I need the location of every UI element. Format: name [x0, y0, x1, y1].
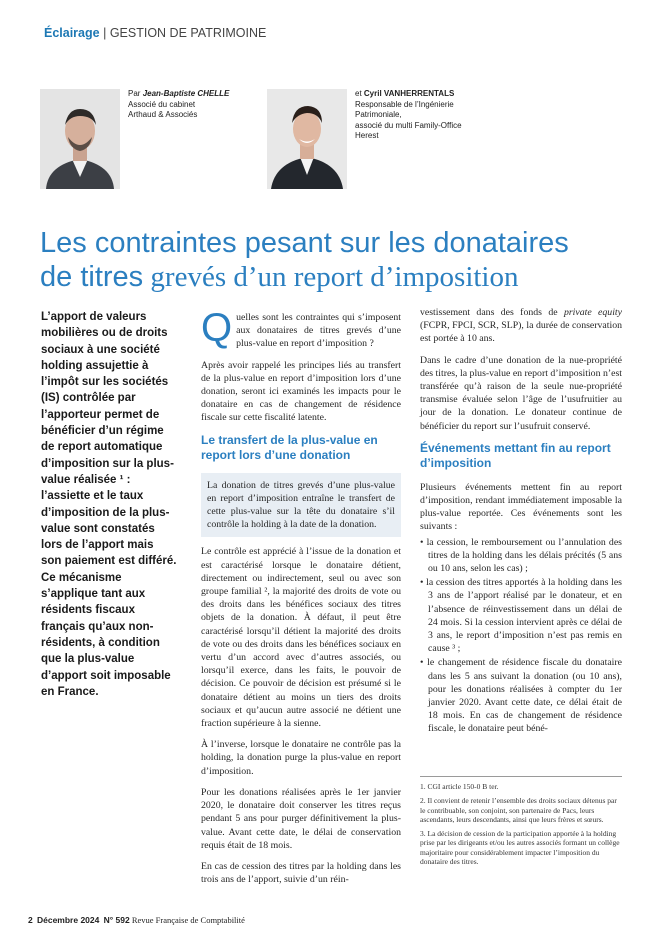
author-name: Cyril VANHERRENTALS [363, 89, 455, 98]
text-run: vestissement dans des fonds de [420, 307, 564, 318]
article-lead [41, 309, 177, 700]
body-paragraph: Dans le cadre d’une donation de la nue-propriété des titres, la plus-value en report d’imposition n’est transférée qu’à raison de la seule nue-propriété transmise évaluée selon l’âge de l’usufruitier au jour de la donation. Le donateur continue de bénéficier du report sur l’usufruit conservé. [420, 354, 622, 432]
title-line-2-part-b: grevés d’un report d’imposition [143, 261, 519, 293]
footnote: 1. CGI article 150-0 B ter. [420, 782, 499, 791]
author-info-vanherrentals [355, 89, 495, 142]
author-photo-vanherrentals [267, 89, 347, 189]
footnote-divider [420, 776, 622, 777]
rubric-section: GESTION DE PATRIMOINE [109, 26, 267, 40]
author-info-chelle [128, 89, 248, 121]
lead-paragraph: L’apport de valeurs mobilières ou de droits sociaux à une société holding assujettie à l’impôt sur les sociétés (IS) contrôlée par l’apporteur permet de bénéficier d’un régime de report automatique d’imposition sur la plus-value réalisée ¹ : l’assiette et le taux d’imposition de la plus-value sont constatés lors de l’apport mais son paiement est différé. [41, 311, 177, 568]
author-org: Arthaud & Associés [128, 110, 198, 120]
footnote: 2. Il convient de retenir l’ensemble des droits sociaux détenus par le contribuable, son conjoint, son partenaire de Pacs, leurs ascendants, leurs descendants, ainsi que leurs frères et sœurs. [420, 796, 617, 824]
author-role: Associé du cabinet [128, 99, 196, 109]
section-heading: Le transfert de la plus-value en report lors d’une donation [201, 432, 378, 462]
author-role-line: Responsable de l’Ingénierie [355, 99, 454, 109]
page-footer [28, 915, 245, 925]
list-item: • le changement de résidence fiscale du donataire dans les 5 ans suivant la donation (ou 10 ans), pour les donations réalisées à compter du 1er janvier 2020. Avant cette date, ce délai était de 18 mois. En cas de changement de résidence fiscale, le donataire peut béné- [420, 656, 622, 735]
author-photo-chelle [40, 89, 120, 189]
article-title [40, 226, 640, 294]
title-line-1: Les contraintes pesant sur les donataires [40, 227, 569, 259]
section-heading: Événements mettant fin au report d’imposition [420, 440, 611, 470]
journal-name: Revue Française de Comptabilité [131, 915, 245, 925]
body-paragraph [420, 306, 622, 346]
footnotes [420, 782, 620, 871]
highlight-text: La donation de titres grevés d’une plus-value en report d’imposition entraîne le transfert de cette plus-value sur la tête du donataire s’il contrôle la holding à la date de la donation. [207, 479, 395, 531]
intro-text: uelles sont les contraintes qui s’imposent aux donataires de titres grevés d’une plus-value en report d’imposition ? [236, 312, 401, 350]
body-paragraph: Plusieurs événements mettent fin au report d’imposition, rendant immédiatement imposable la plus-value reportée. Ces événements sont les suivants : [420, 481, 622, 533]
highlight-box [201, 473, 401, 538]
event-list [420, 536, 622, 736]
issue-number: N° 592 [103, 915, 130, 925]
body-paragraph: Le contrôle est apprécié à l’issue de la donation et est caractérisé lorsque le donataire détient, directement ou indirectement, seul ou avec son groupe familial ², la majorité des droits de vote ou des droits dans les bénéfices sociaux des titres objets de la donation. À défaut, il peut être caractérisé lorsqu’il détient la majorité des droits de vote ou des droits dans les bénéfices sociaux en vertu d’un accord avec d’autres associés, ou lorsqu’il exerce, dans les faits, le pouvoir de décision. Ce pouvoir de décision est présumé si le donataire détient au moins un tiers des droits sociaux et qu’aucun autre associé ne détient une fraction supérieure à la sienne. [201, 546, 401, 730]
author-name: Jean-Baptiste CHELLE [142, 89, 230, 98]
text-run-italic: private equity [563, 307, 622, 318]
list-item: • la cession, le remboursement ou l’annulation des titres de la holding dans les délais précités (5 ans ou 10 ans, selon les cas) ; [420, 536, 622, 576]
author-prefix: et [355, 89, 362, 98]
body-paragraph: Après avoir rappelé les principes liés au transfert de la plus-value en report d’imposition lors d’une donation, seront ici examinés les impacts pour le donataire en cas de changement de résidence fiscale sur cette fiscalité latente. [201, 359, 401, 424]
author-byline [355, 89, 495, 100]
body-column-2 [420, 306, 622, 737]
body-paragraph: Pour les donations réalisées après le 1er janvier 2020, le donataire doit conserver les titres reçus pendant 5 ans pour purger définitivement la plus-value. Avant cette date, le délai de conservation requis était de 18 mois. [201, 786, 401, 851]
author-role-line: Patrimoniale, [355, 110, 402, 120]
author-role-line: Herest [355, 131, 379, 141]
body-column-1 [201, 306, 401, 894]
body-paragraph: En cas de cession des titres par la holding dans les trois ans de l’apport, suivie d’un réin- [201, 860, 401, 886]
author-prefix: Par [128, 89, 141, 98]
section-rubric [44, 26, 266, 40]
issue-date: Décembre 2024 [36, 915, 100, 925]
title-line-2-part-a: de titres [40, 261, 144, 293]
list-item: • la cession des titres apportés à la holding dans les 3 ans de l’apport réalisé par le donateur, et en l’absence de réinvestissement dans un délai de 24 mois. Si la cession intervient après ce délai de 3 ans, le report d’imposition n’est pas remis en cause ³ ; [420, 576, 622, 655]
footnote: 3. La décision de cession de la participation apportée à la holding prise par les dirigeants et/ou les autres associés formant un collège majoritaire pour considérablement impacter l’imposition du donataire des titres. [420, 829, 620, 867]
drop-cap: Q [201, 306, 233, 350]
author-role-line: associé du multi Family-Office [355, 120, 462, 130]
text-run: (FCPR, FPCI, SCR, SLP), la durée de conservation est portée à 10 ans. [420, 320, 622, 345]
author-byline [128, 89, 248, 100]
body-paragraph: À l’inverse, lorsque le donataire ne contrôle pas la holding, la donation purge la plus-value en report d’imposition. [201, 739, 401, 777]
rubric-separator: | [103, 26, 107, 40]
title-line-2 [40, 260, 640, 294]
page-number: 2 [28, 915, 33, 925]
rubric-label: Éclairage [44, 26, 100, 40]
lead-paragraph-2: Ce mécanisme s’applique tant aux résidents fiscaux français qu’aux non-résidents, à condition que la plus-value d’apport soit imposable en France. [41, 571, 171, 698]
intro-paragraph [201, 306, 401, 351]
